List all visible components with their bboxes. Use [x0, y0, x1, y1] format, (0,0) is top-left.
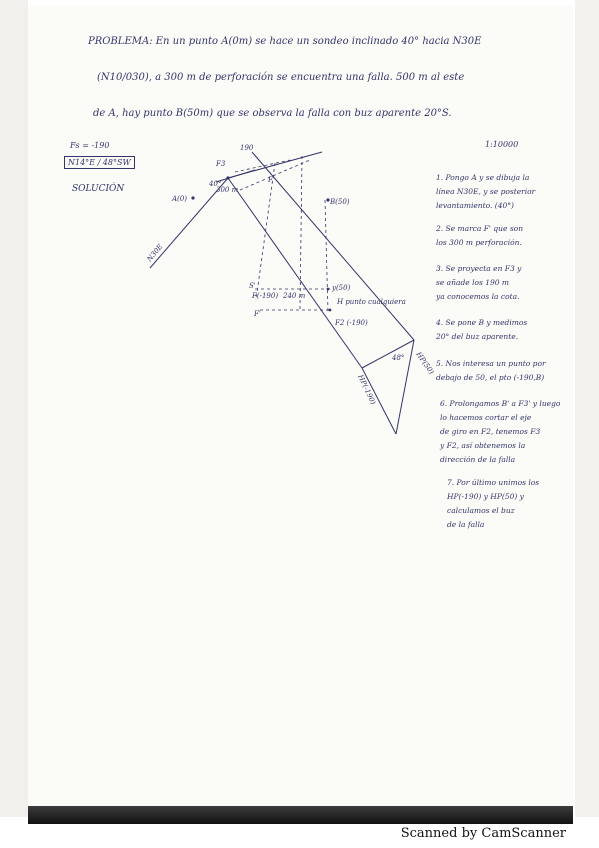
- step-6-text: Prolongamos B' a F3' y luego lo hacemos cortar el eje de giro en F2, tenemos F3 y F2, así obtenemos la dirección de la falla: [440, 399, 561, 464]
- step-5: [436, 357, 546, 385]
- label-240: 240 m: [283, 292, 306, 300]
- label-punto: H punto cualquiera: [337, 298, 406, 306]
- label-f-prime: F': [268, 176, 275, 184]
- label-f190: F(-190): [252, 292, 279, 300]
- step-6: [440, 397, 560, 467]
- label-f2: F2 (-190): [335, 319, 368, 327]
- dash-7: [325, 200, 328, 312]
- perpendicular-line: [362, 340, 414, 368]
- fault-trace-1: [228, 178, 362, 368]
- label-300: 300 m: [216, 186, 239, 194]
- solution-label: SOLUCIÓN: [72, 184, 125, 194]
- answer-box: N14°E / 48°SW: [64, 156, 135, 169]
- step-1: [436, 171, 535, 213]
- step-7-text: Por último unimos los HP(-190) y HP(50) y calculamos el buz de la falla: [447, 478, 540, 529]
- label-f: F': [254, 310, 261, 318]
- fs-label: Fs = -190: [70, 141, 110, 150]
- step-2-text: Se marca F' que son los 300 m perforación.: [436, 224, 524, 247]
- step-1-num: 1.: [436, 173, 444, 182]
- step-4-text: Se pone B y medimos 20° del buz aparente.: [436, 318, 528, 341]
- label-48: 48°: [392, 354, 405, 362]
- point-f2: [329, 309, 332, 312]
- step-3: [436, 262, 521, 304]
- scan-shadow-band: [28, 806, 573, 824]
- dash-2: [235, 160, 290, 172]
- label-y50: y(50): [332, 284, 351, 292]
- scale-label: 1:10000: [485, 140, 519, 149]
- problem-line-3: de A, hay punto B(50m) que se observa la falla con buz aparente 20°S.: [93, 108, 452, 119]
- step-4-num: 4.: [436, 318, 444, 327]
- step-4: [436, 316, 527, 344]
- label-b: B(50): [330, 198, 350, 206]
- label-hp50: HP(50): [414, 350, 436, 376]
- step-3-text: Se proyecta en F3 y se añade los 190 m ya conocemos la cota.: [436, 264, 522, 301]
- label-n30e: N30E: [145, 242, 165, 264]
- step-2-num: 2.: [436, 224, 444, 233]
- step-5-num: 5.: [436, 359, 444, 368]
- dip-line-1: [362, 368, 396, 434]
- label-190: 190: [240, 144, 254, 152]
- step-6-num: 6.: [440, 399, 448, 408]
- step-5-text: Nos interesa un punto por debajo de 50, el pto (-190,B): [436, 359, 546, 382]
- step-7: [447, 476, 539, 532]
- label-a: A(0): [172, 195, 187, 203]
- point-y50: [327, 288, 330, 291]
- step-7-num: 7.: [447, 478, 455, 487]
- problem-line-1: PROBLEMA: En un punto A(0m) se hace un sondeo inclinado 40° hacia N30E: [88, 36, 482, 47]
- scanner-footer: Scanned by CamScanner: [400, 826, 566, 841]
- label-f3: F3: [216, 160, 226, 168]
- step-2: [436, 222, 523, 250]
- point-f3: [226, 176, 229, 179]
- point-a: [191, 196, 194, 199]
- label-s: S': [249, 282, 256, 290]
- step-1-text: Pongo A y se dibuja la línea N30E, y se posterior levantamiento. (40°): [436, 173, 536, 210]
- dash-4: [300, 156, 302, 310]
- step-3-num: 3.: [436, 264, 444, 273]
- label-hp190: HP(-190): [356, 373, 377, 406]
- problem-line-2: (N10/030), a 300 m de perforación se encuentra una falla. 500 m al este: [97, 72, 465, 83]
- label-angle: 40°: [209, 180, 222, 188]
